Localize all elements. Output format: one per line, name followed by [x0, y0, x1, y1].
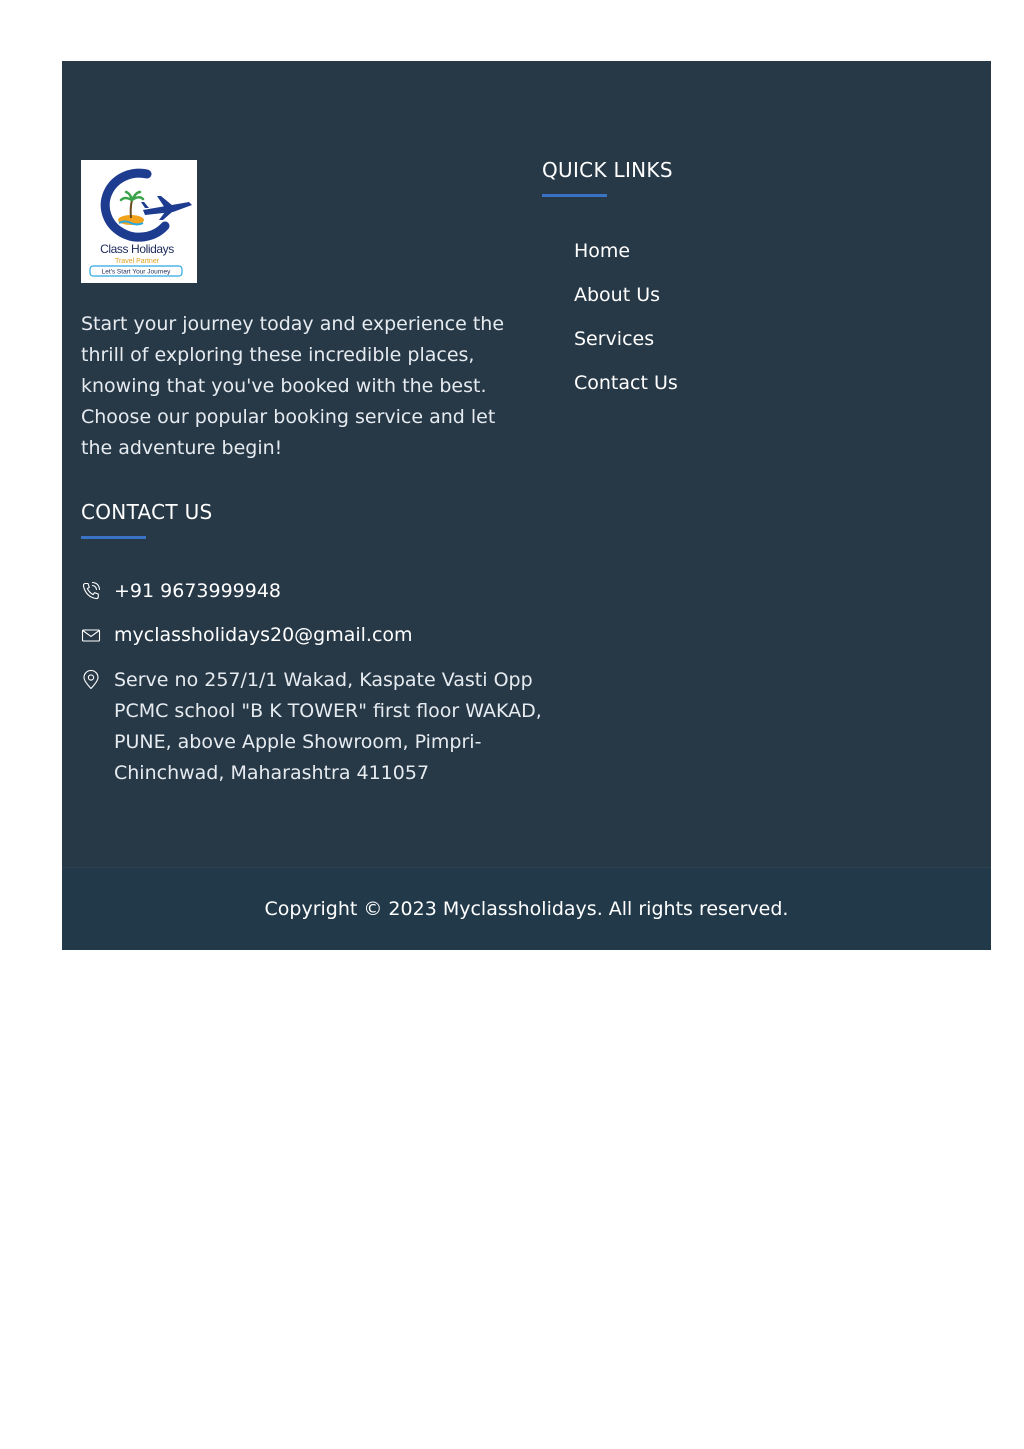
site-footer: [62, 61, 991, 950]
quick-links-list: [574, 237, 678, 413]
logo-tagline-text: Let's Start Your Journey: [101, 268, 171, 276]
class-holidays-logo[interactable]: [81, 160, 197, 283]
contact-email[interactable]: myclassholidays20@gmail.com: [114, 624, 413, 646]
logo-sub-text: Travel Partner: [114, 258, 160, 265]
quick-link-contact-us[interactable]: Contact Us: [574, 372, 678, 394]
quick-links-title: QUICK LINKS: [542, 158, 673, 182]
quick-link-home[interactable]: Home: [574, 240, 631, 262]
copyright-bar: [62, 867, 991, 950]
contact-us-title: CONTACT US: [81, 500, 213, 524]
contact-us-underline: [81, 536, 146, 539]
logo-name-text: Class Holidays: [100, 242, 174, 256]
about-description: Start your journey today and experience the thrill of exploring these incredible places, knowing that you've booked with the best. Choose our popular booking service and let the adventure begin!: [81, 313, 505, 459]
contact-address: Serve no 257/1/1 Wakad, Kaspate Vasti Opp PCMC school "B K TOWER" first floor WAKAD, PUNE, above Apple Showroom, Pimpri-Chinchwad, Maharashtra 411057: [114, 669, 542, 784]
mail-icon: [81, 625, 101, 645]
contact-phone[interactable]: +91 9673999948: [114, 580, 282, 602]
quick-link-about-us[interactable]: About Us: [574, 284, 661, 306]
phone-icon: [81, 581, 101, 601]
quick-links-underline: [542, 194, 607, 197]
location-pin-icon: [81, 670, 101, 690]
quick-link-services[interactable]: Services: [574, 328, 655, 350]
copyright-text: Copyright © 2023 Myclassholidays. All rights reserved.: [264, 897, 789, 920]
